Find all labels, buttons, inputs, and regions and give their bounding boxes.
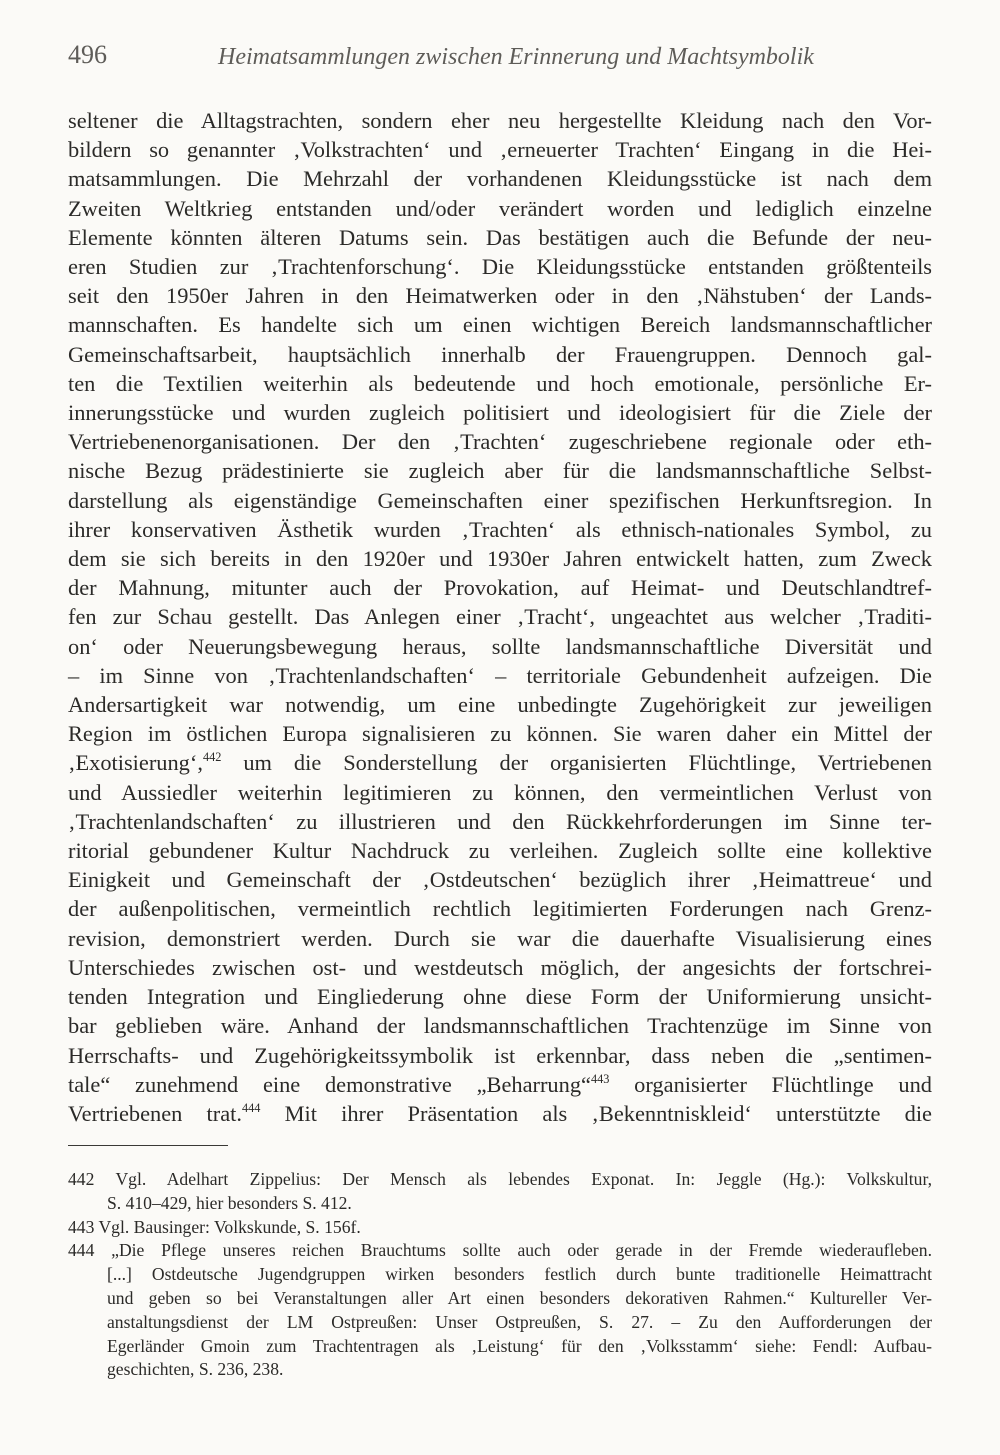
footnote-ref-443[interactable]: 443 xyxy=(590,1071,610,1086)
text-line xyxy=(68,1099,932,1128)
text-line: ‚Trachtenlandschaften‘ zu illustrieren und den Rückkehrforderungen im Sinne ter- xyxy=(68,808,932,834)
text-line: matsammlungen. Die Mehrzahl der vorhandenen Kleidungsstücke ist nach dem xyxy=(68,166,932,192)
text-segment: tale“ zunehmend eine demonstrative „Beharrung“ xyxy=(68,1071,591,1097)
footnote-line: 443 Vgl. Bausinger: Volkskunde, S. 156f. xyxy=(68,1216,361,1237)
text-line: – im Sinne von ‚Trachtenlandschaften‘ – territoriale Gebundenheit aufzeigen. Die xyxy=(68,662,932,688)
text-line: Elemente könnten älteren Datums sein. Das bestätigen auch die Befunde der neu- xyxy=(68,224,932,250)
text-segment: um die Sonderstellung der organisierten Flüchtlinge, Vertriebenen xyxy=(221,750,932,776)
text-segment: ‚Exotisierung‘, xyxy=(68,750,203,776)
text-line: der Mahnung, mitunter auch der Provokation, auf Heimat- und Deutschlandtref- xyxy=(68,575,932,601)
text-line: mannschaften. Es handelte sich um einen wichtigen Bereich landsmannschaftlicher xyxy=(68,312,932,338)
text-line: innerungsstücke und wurden zugleich politisiert und ideologisiert für die Ziele der xyxy=(68,400,932,426)
text-line: und Aussiedler weiterhin legitimieren zu können, den vermeintlichen Verlust von xyxy=(68,779,932,805)
text-line: darstellung als eigenständige Gemeinschaften einer spezifischen Herkunftsregion. In xyxy=(68,487,932,513)
text-line: ihrer konservativen Ästhetik wurden ‚Trachten‘ als ethnisch-nationales Symbol, zu xyxy=(68,516,932,542)
footnote-443 xyxy=(68,1216,932,1240)
text-line: fen zur Schau gestellt. Das Anlegen einer ‚Tracht‘, ungeachtet aus welcher ‚Traditi- xyxy=(68,604,932,630)
footnotes xyxy=(68,1168,932,1382)
footnote-line: 444 „Die Pflege unseres reichen Brauchtums sollte auch oder gerade in der Fremde wiederaufleben. xyxy=(68,1240,932,1261)
text-line: seltener die Alltagstrachten, sondern eher neu hergestellte Kleidung nach den Vor- xyxy=(68,108,932,133)
footnote-line: [...] Ostdeutsche Jugendgruppen wirken besonders festlich durch bunte traditionelle Heimattracht xyxy=(107,1264,932,1285)
footnote-line: und geben so bei Veranstaltungen aller Art einen besonders dekorativen Rahmen.“ Kultureller Ver- xyxy=(107,1287,932,1308)
running-title: Heimatsammlungen zwischen Erinnerung und Machtsymbolik xyxy=(218,44,814,70)
text-line xyxy=(68,748,932,777)
text-line: ritorial gebundener Kultur Nachdruck zu verleihen. Zugleich sollte eine kollektive xyxy=(68,838,932,864)
text-line: Gemeinschaftsarbeit, hauptsächlich innerhalb der Frauengruppen. Dennoch gal- xyxy=(68,341,932,367)
text-line: Unterschiedes zwischen ost- und westdeutsch möglich, der angesichts der fortschrei- xyxy=(68,954,932,980)
text-line: tenden Integration und Eingliederung ohne diese Form der Uniformierung unsicht- xyxy=(68,984,932,1010)
footnote-line: S. 410–429, hier besonders S. 412. xyxy=(107,1192,352,1213)
text-line: Herrschafts- und Zugehörigkeitssymbolik ist erkennbar, dass neben die „sentimen- xyxy=(68,1042,932,1068)
running-header xyxy=(68,40,930,80)
text-line: nische Bezug prädestinierte sie zugleich aber für die landsmannschaftliche Selbst- xyxy=(68,458,932,484)
text-line: Andersartigkeit war notwendig, um eine unbedingte Zugehörigkeit zur jeweiligen xyxy=(68,692,932,718)
main-text xyxy=(68,106,932,1128)
text-line: ten die Textilien weiterhin als bedeutende und hoch emotionale, persönliche Er- xyxy=(68,370,932,396)
text-line: Einigkeit und Gemeinschaft der ‚Ostdeutschen‘ bezüglich ihrer ‚Heimattreue‘ und xyxy=(68,867,932,893)
text-line: Vertriebenenorganisationen. Der den ‚Trachten‘ zugeschriebene regionale oder eth- xyxy=(68,429,932,455)
footnote-ref-444[interactable]: 444 xyxy=(241,1100,261,1115)
footnote-ref-442[interactable]: 442 xyxy=(202,750,222,765)
footnote-line: 442 Vgl. Adelhart Zippelius: Der Mensch als lebendes Exponat. In: Jeggle (Hg.): Volkskultur, xyxy=(68,1169,932,1189)
text-line: dem sie sich bereits in den 1920er und 1930er Jahren entwickelt hatten, zum Zweck xyxy=(68,546,932,572)
text-line xyxy=(68,1070,932,1099)
footnote-line: anstaltungsdienst der LM Ostpreußen: Unser Ostpreußen, S. 27. – Zu den Aufforderungen der xyxy=(107,1311,932,1332)
text-segment: organisierter Flüchtlinge und xyxy=(609,1071,932,1097)
footnote-444 xyxy=(68,1239,932,1382)
text-line: eren Studien zur ‚Trachtenforschung‘. Die Kleidungsstücke entstanden größtenteils xyxy=(68,254,932,280)
footnote-line: geschichten, S. 236, 238. xyxy=(107,1359,284,1380)
footnote-line: Egerländer Gmoin zum Trachtentragen als ‚Leistung‘ für den ‚Volksstamm‘ siehe: Fendl: Aufbau- xyxy=(107,1335,932,1356)
text-line: on‘ oder Neuerungsbewegung heraus, sollte landsmannschaftliche Diversität und xyxy=(68,633,932,659)
text-line: Zweiten Weltkrieg entstanden und/oder verändert worden und lediglich einzelne xyxy=(68,195,932,221)
text-segment: Vertriebenen trat. xyxy=(68,1100,242,1126)
text-line: bildern so genannter ‚Volkstrachten‘ und ‚erneuerter Trachten‘ Eingang in die Hei- xyxy=(68,137,932,163)
text-line: seit den 1950er Jahren in den Heimatwerken oder in den ‚Nähstuben‘ der Lands- xyxy=(68,283,932,309)
text-line: der außenpolitischen, vermeintlich rechtlich legitimierten Forderungen nach Grenz- xyxy=(68,896,932,922)
text-segment: Mit ihrer Präsentation als ‚Bekenntniskleid‘ unterstützte die xyxy=(260,1100,932,1126)
footnote-442 xyxy=(68,1168,932,1216)
page-number: 496 xyxy=(68,40,107,69)
footnote-divider xyxy=(68,1145,228,1146)
text-line: bar geblieben wäre. Anhand der landsmannschaftlichen Trachtenzüge im Sinne von xyxy=(68,1013,932,1039)
text-line: revision, demonstriert werden. Durch sie war die dauerhafte Visualisierung eines xyxy=(68,925,932,951)
text-line: Region im östlichen Europa signalisieren zu können. Sie waren daher ein Mittel der xyxy=(68,721,932,747)
